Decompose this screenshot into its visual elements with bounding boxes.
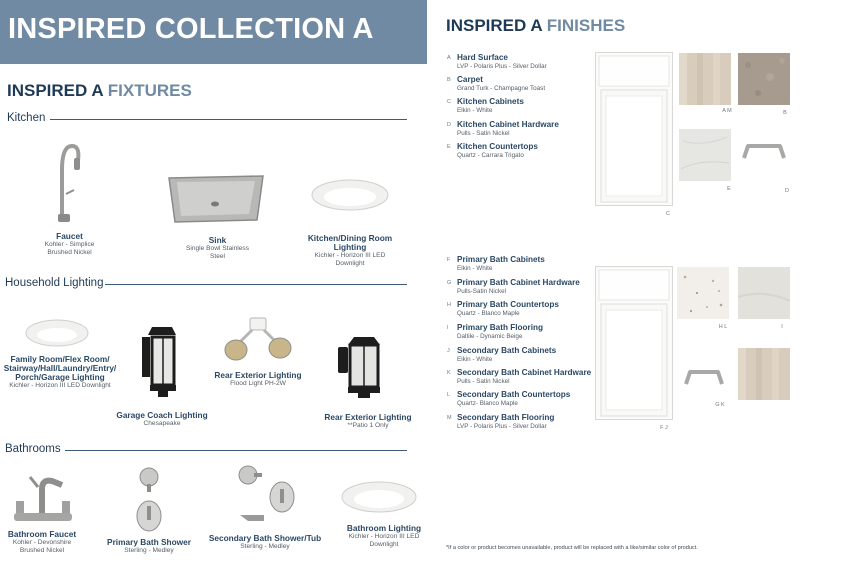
finish-item bbox=[447, 142, 597, 162]
finish-letter: C bbox=[447, 99, 451, 105]
footnote: *If a color or product becomes unavailable, product will be replaced with a like/similar color of product. bbox=[446, 545, 698, 551]
swatch-label-c: C bbox=[666, 211, 670, 217]
finish-item bbox=[447, 75, 597, 95]
kitchen-sink-image bbox=[165, 172, 267, 224]
finish-name: Kitchen Countertops bbox=[457, 142, 538, 151]
kitchen-dining-light-image bbox=[310, 177, 390, 213]
finish-letter: M bbox=[447, 415, 452, 421]
primary-shower-image bbox=[134, 466, 164, 534]
finish-letter: J bbox=[447, 348, 450, 354]
finish-desc: Pulls - Satin Nickel bbox=[457, 378, 510, 385]
finish-item bbox=[447, 413, 597, 433]
swatch-label-am: A M bbox=[722, 108, 732, 114]
category-bathrooms: Bathrooms bbox=[5, 443, 61, 455]
lighting-item-rear-exterior-flood bbox=[208, 371, 308, 388]
finish-letter: A bbox=[447, 55, 451, 61]
bath-countertop-swatch bbox=[677, 267, 729, 319]
lighting-item-family-room bbox=[0, 355, 120, 390]
finish-name: Kitchen Cabinets bbox=[457, 97, 524, 106]
swatch-label-i: I bbox=[781, 324, 783, 330]
finish-desc: Elkin - White bbox=[457, 356, 493, 363]
collection-banner bbox=[0, 0, 427, 64]
finish-name: Kitchen Cabinet Hardware bbox=[457, 120, 559, 129]
finish-name: Primary Bath Cabinets bbox=[457, 255, 545, 264]
flood-light-image bbox=[222, 316, 294, 364]
carpet-swatch bbox=[738, 53, 790, 105]
item-desc: Brushed Nickel bbox=[19, 547, 65, 554]
item-name: Kitchen/Dining Room Lighting bbox=[307, 233, 393, 252]
finishes-heading-strong: INSPIRED A bbox=[446, 16, 543, 35]
finish-desc: Quartz - Carrara Trigato bbox=[457, 152, 524, 159]
item-desc: Kohler - Devonshire bbox=[12, 539, 72, 546]
fixtures-heading bbox=[7, 81, 192, 101]
finish-desc: Pulls - Satin Nickel bbox=[457, 130, 510, 137]
item-desc: Flood Light PH-2W bbox=[230, 380, 286, 387]
item-desc: Sterling - Medley bbox=[240, 543, 290, 550]
kitchen-item-dining-lighting bbox=[300, 234, 400, 268]
item-name: Secondary Bath Shower/Tub bbox=[208, 533, 322, 543]
bathrooms-divider bbox=[65, 450, 407, 451]
bathroom-light-image bbox=[340, 479, 418, 515]
item-name: Bathroom Faucet bbox=[7, 529, 77, 539]
finish-item bbox=[447, 346, 597, 366]
item-desc: Downlight bbox=[369, 541, 399, 548]
item-desc: Kichler - Horizon III LED bbox=[348, 533, 420, 540]
category-kitchen: Kitchen bbox=[7, 112, 46, 124]
lighting-item-rear-exterior-patio bbox=[318, 413, 418, 430]
bath-cabinet-door-swatch bbox=[595, 266, 673, 420]
hard-surface-swatch bbox=[679, 53, 731, 105]
bathroom-item-primary-shower bbox=[100, 538, 198, 555]
finish-item bbox=[447, 278, 597, 298]
bath-flooring-swatch bbox=[738, 267, 790, 319]
fixtures-heading-light: FIXTURES bbox=[107, 81, 192, 100]
item-desc: Steel bbox=[209, 253, 226, 260]
finish-name: Carpet bbox=[457, 75, 483, 84]
finish-desc: LVP - Polaris Plus - Silver Dollar bbox=[457, 423, 547, 430]
finish-letter: G bbox=[447, 280, 452, 286]
kitchen-cabinet-pull-swatch bbox=[740, 140, 788, 164]
garage-coach-light-image bbox=[138, 325, 182, 401]
patio-lantern-image bbox=[336, 333, 390, 401]
finish-desc: Quartz - Blanco Maple bbox=[457, 310, 520, 317]
kitchen-item-sink bbox=[170, 236, 265, 261]
finish-item bbox=[447, 390, 597, 410]
finish-desc: Elkin - White bbox=[457, 107, 493, 114]
finishes-heading-light: FINISHES bbox=[546, 16, 626, 35]
swatch-label-gk: G K bbox=[715, 402, 725, 408]
item-name: Rear Exterior Lighting bbox=[324, 412, 412, 422]
swatch-label-d: D bbox=[785, 188, 789, 194]
kitchen-faucet-image bbox=[52, 140, 84, 224]
finish-letter: I bbox=[447, 325, 449, 331]
finish-item bbox=[447, 255, 597, 275]
finish-desc: Daltile - Dynamic Beige bbox=[457, 333, 523, 340]
item-desc: Kichler - Horizon III LED bbox=[314, 252, 386, 259]
finish-item bbox=[447, 368, 597, 388]
finish-name: Secondary Bath Countertops bbox=[457, 390, 571, 399]
finish-item bbox=[447, 53, 597, 73]
finish-item bbox=[447, 323, 597, 343]
kitchen-cabinet-door-swatch bbox=[595, 52, 673, 206]
finish-letter: E bbox=[447, 144, 451, 150]
finish-letter: H bbox=[447, 302, 451, 308]
finish-item bbox=[447, 120, 597, 140]
swatch-label-e: E bbox=[727, 186, 731, 192]
finish-name: Hard Surface bbox=[457, 53, 508, 62]
lighting-divider bbox=[105, 284, 407, 285]
item-desc: Chesapeake bbox=[143, 420, 181, 427]
kitchen-item-faucet bbox=[22, 232, 117, 257]
bath-cabinet-pull-swatch bbox=[683, 366, 725, 390]
item-name: Garage Coach Lighting bbox=[116, 410, 208, 420]
bathroom-item-lighting bbox=[334, 524, 434, 549]
item-desc: Kichler - Horizon III LED Downlight bbox=[9, 382, 111, 389]
lighting-item-garage-coach bbox=[112, 411, 212, 428]
swatch-label-fj: F J bbox=[660, 425, 668, 431]
swatch-label-hl: H L bbox=[718, 324, 728, 330]
finish-name: Primary Bath Countertops bbox=[457, 300, 559, 309]
item-desc: Sterling - Medley bbox=[124, 547, 174, 554]
finish-name: Primary Bath Cabinet Hardware bbox=[457, 278, 580, 287]
item-name: Family Room/Flex Room/ Stairway/Hall/Laundry/Entry/ Porch/Garage Lighting bbox=[3, 354, 117, 382]
fixtures-heading-strong: INSPIRED A bbox=[7, 81, 104, 100]
item-name: Sink bbox=[208, 235, 227, 245]
bathroom-item-secondary-shower-tub bbox=[206, 534, 324, 551]
item-desc: Single Bowl Stainless bbox=[185, 245, 250, 252]
kitchen-divider bbox=[50, 119, 407, 120]
finish-name: Secondary Bath Cabinet Hardware bbox=[457, 368, 592, 377]
finish-letter: F bbox=[447, 257, 451, 263]
finishes-heading bbox=[446, 16, 625, 36]
finish-item bbox=[447, 97, 597, 117]
downlight-image bbox=[24, 318, 90, 348]
item-desc: Brushed Nickel bbox=[47, 249, 92, 256]
item-desc: Downlight bbox=[335, 260, 365, 267]
finish-name: Secondary Bath Flooring bbox=[457, 413, 555, 422]
secondary-shower-tub-image bbox=[236, 463, 298, 527]
kitchen-countertop-swatch bbox=[679, 129, 731, 181]
finish-desc: Quartz- Blanco Maple bbox=[457, 400, 518, 407]
bathroom-faucet-image bbox=[12, 473, 74, 523]
item-name: Primary Bath Shower bbox=[107, 537, 191, 547]
finish-desc: Pulls-Satin Nickel bbox=[457, 288, 506, 295]
finish-letter: L bbox=[447, 392, 451, 398]
item-desc: **Patio 1 Only bbox=[347, 422, 389, 429]
item-name: Faucet bbox=[56, 231, 83, 241]
collection-title: INSPIRED COLLECTION A bbox=[8, 13, 374, 45]
finish-desc: Grand Turk - Champagne Toast bbox=[457, 85, 546, 92]
finish-letter: D bbox=[447, 122, 451, 128]
finish-desc: LVP - Polaris Plus - Silver Dollar bbox=[457, 63, 547, 70]
finish-letter: K bbox=[447, 370, 451, 376]
finish-desc: Elkin - White bbox=[457, 265, 493, 272]
item-name: Bathroom Lighting bbox=[346, 523, 422, 533]
bathroom-item-faucet bbox=[0, 530, 84, 555]
finish-name: Secondary Bath Cabinets bbox=[457, 346, 557, 355]
category-household-lighting: Household Lighting bbox=[5, 277, 104, 289]
item-desc: Kohler - Simplice bbox=[44, 241, 95, 248]
finish-item bbox=[447, 300, 597, 320]
finish-name: Primary Bath Flooring bbox=[457, 323, 543, 332]
swatch-label-b: B bbox=[783, 110, 787, 116]
finish-letter: B bbox=[447, 77, 451, 83]
item-name: Rear Exterior Lighting bbox=[214, 370, 302, 380]
secondary-bath-flooring-swatch bbox=[738, 348, 790, 400]
